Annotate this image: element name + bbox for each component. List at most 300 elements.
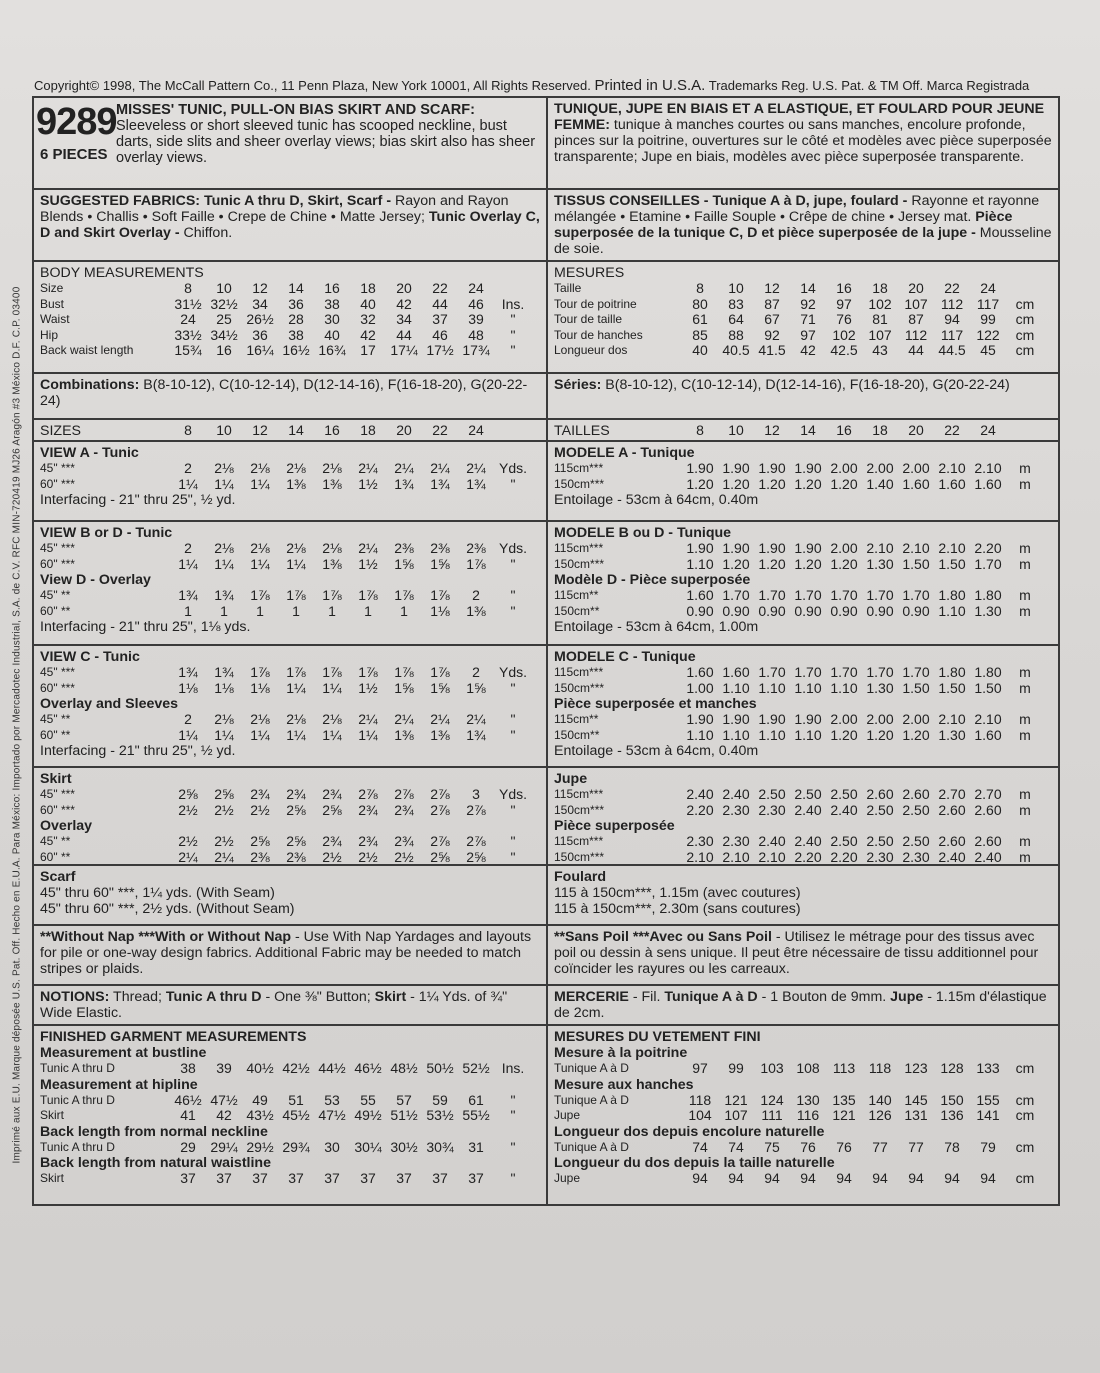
cell-value: 77	[908, 1138, 924, 1155]
size-value: 24	[468, 422, 484, 439]
table-row	[554, 312, 1044, 328]
cell-value: 88	[728, 326, 744, 343]
cell-value: 29¼	[210, 1138, 238, 1155]
cell-value: 1¾	[394, 475, 414, 492]
en-header-section	[34, 98, 546, 190]
cell-value: 126	[868, 1107, 892, 1123]
table-row	[40, 328, 532, 344]
table-row	[554, 787, 1044, 803]
row-label: 115cm***	[554, 787, 604, 801]
cell-value: 1.20	[830, 726, 858, 743]
cell-value: 99	[728, 1060, 744, 1076]
unit-label: cm	[1015, 295, 1035, 312]
cell-value: 2.30	[902, 848, 930, 865]
fr-view-bd-interfacing: Entoilage - 53cm à 64cm, 1.00m	[554, 619, 759, 635]
table-row	[554, 665, 1044, 681]
row-label: Tunique A à D	[554, 1061, 629, 1075]
group-heading: Back length from normal neckline	[40, 1123, 268, 1140]
cell-value: 2.50	[758, 786, 786, 802]
en-view-a-interfacing: Interfacing - 21" thru 25", ½ yd.	[40, 492, 236, 508]
cell-value: 71	[800, 311, 816, 327]
cell-value: 2.50	[830, 833, 858, 849]
cell-value: 1.50	[938, 555, 966, 572]
group-table	[554, 1061, 1044, 1077]
en-skirt-overlay-title: Overlay	[40, 818, 93, 834]
cell-value: 36	[252, 326, 268, 343]
row-label: Tour de poitrine	[554, 296, 637, 311]
cell-value: 1.90	[794, 711, 822, 727]
cell-value: 94	[764, 1170, 780, 1186]
row-label: 115cm***	[554, 834, 604, 848]
unit-label: Ins.	[501, 1060, 525, 1076]
cell-value: 2⅝	[286, 833, 306, 849]
en-notions-skirt: Skirt	[374, 989, 407, 1005]
fr-view-d-overlay-title: Modèle D - Pièce superposée	[554, 572, 751, 588]
cell-value: 2	[184, 540, 192, 556]
cell-value: 1¼	[178, 475, 198, 492]
table-row	[40, 803, 532, 819]
cell-value: 113	[832, 1060, 856, 1076]
en-view-c-interfacing: Interfacing - 21" thru 25", ½ yd.	[40, 743, 236, 759]
size-value: 18	[872, 422, 888, 439]
cell-value: 2.30	[866, 848, 894, 865]
cell-value: 1.70	[902, 664, 930, 680]
cell-value: 2¼	[466, 711, 486, 727]
table-row	[40, 834, 532, 850]
cell-value: 1⅞	[430, 664, 450, 680]
cell-value: 2½	[178, 833, 198, 849]
cell-value: 2⅝	[286, 801, 306, 818]
cell-value: 2.60	[938, 833, 966, 849]
measure-table	[40, 281, 532, 359]
row-label: Longueur dos	[554, 343, 628, 357]
row-label: 115cm**	[554, 588, 599, 602]
unit-label: m	[1019, 848, 1031, 865]
cell-value: 1¾	[214, 664, 234, 680]
table-row	[554, 343, 1044, 359]
en-nap-heading: **Without Nap ***With or Without Nap	[40, 929, 292, 945]
cell-value: 49½	[354, 1107, 382, 1123]
cell-value: 2¼	[358, 460, 378, 476]
en-notions-label: NOTIONS:	[40, 989, 110, 1005]
sizes-table	[554, 423, 1006, 439]
size-value: 10	[216, 422, 232, 439]
cell-value: 1¼	[286, 726, 306, 743]
cell-value: 1⅛	[178, 679, 198, 696]
table-row	[554, 281, 1044, 297]
cell-value: 116	[796, 1107, 820, 1123]
cell-value: 0.90	[794, 602, 822, 619]
cell-value: 36	[288, 295, 304, 312]
cell-value: 2	[184, 460, 192, 476]
cell-value: 2⅞	[430, 801, 450, 818]
unit-label: m	[1019, 555, 1031, 572]
cell-value: 78	[944, 1138, 960, 1155]
cell-value: 1.90	[686, 540, 714, 556]
cell-value: 41	[180, 1107, 196, 1123]
cell-value: 1⅞	[394, 587, 414, 603]
size-value: 18	[360, 422, 376, 439]
cell-value: 2⅞	[394, 786, 414, 802]
cell-value: 2.50	[902, 801, 930, 818]
unit-label: m	[1019, 833, 1031, 849]
table-row	[554, 728, 1044, 744]
cell-value: 40	[692, 342, 708, 358]
cell-value: 1¾	[214, 587, 234, 603]
cell-value: 1.20	[794, 555, 822, 572]
cell-value: 53	[324, 1091, 340, 1108]
cell-value: 1¾	[178, 664, 198, 680]
row-label: 150cm**	[554, 727, 600, 742]
measure-table	[554, 665, 1044, 696]
size-value: 14	[800, 422, 816, 439]
cell-value: 1.80	[974, 587, 1002, 603]
cell-value: 22	[432, 280, 448, 296]
cell-value: 2.50	[902, 833, 930, 849]
table-row	[40, 557, 532, 573]
row-label: Taille	[554, 281, 582, 295]
cell-value: 1.70	[866, 664, 894, 680]
unit-label: "	[510, 475, 516, 492]
measure-table	[40, 712, 532, 743]
row-label: 45" **	[40, 834, 71, 848]
cell-value: 42	[800, 342, 816, 358]
en-view-bd-title: VIEW B or D - Tunic	[40, 525, 173, 541]
unit-label: "	[510, 1107, 516, 1123]
en-scarf-without-seam: 45" thru 60" ***, 2½ yds. (Without Seam)	[40, 901, 295, 917]
fr-view-c-table	[554, 665, 1052, 696]
fr-fabrics-section	[548, 190, 1058, 262]
cell-value: 1¼	[214, 726, 234, 743]
table-row	[40, 541, 532, 557]
cell-value: 112	[940, 295, 964, 312]
fr-scarf	[548, 866, 1058, 926]
cell-value: 52½	[462, 1060, 490, 1076]
cell-value: 1.90	[722, 540, 750, 556]
cell-value: 118	[868, 1060, 892, 1076]
unit-label: m	[1019, 726, 1031, 743]
table-row	[554, 461, 1044, 477]
cell-value: 46	[432, 326, 448, 343]
unit-label: "	[510, 1091, 516, 1108]
fr-nap-note	[548, 926, 1058, 986]
cell-value: 34	[252, 295, 268, 312]
row-label: 45" **	[40, 588, 71, 602]
cell-value: 29½	[246, 1138, 274, 1155]
table-row	[554, 1171, 1044, 1187]
unit-label: Yds.	[498, 786, 527, 802]
cell-value: 76	[836, 311, 852, 327]
unit-label: Yds.	[498, 540, 527, 556]
unit-label: "	[510, 848, 516, 865]
cell-value: 1.60	[974, 475, 1002, 492]
trademarks-text: Trademarks Reg. U.S. Pat. & TM Off. Marca Registrada	[708, 78, 1030, 93]
cell-value: 34½	[210, 326, 238, 343]
measure-table	[40, 461, 532, 492]
cell-value: 140	[868, 1091, 892, 1108]
cell-value: 24	[980, 280, 996, 296]
cell-value: 141	[976, 1107, 1000, 1123]
cell-value: 135	[832, 1091, 856, 1108]
cell-value: 1½	[358, 555, 378, 572]
cell-value: 2¾	[286, 786, 306, 802]
size-value: 20	[908, 422, 924, 439]
unit-label: cm	[1015, 326, 1035, 343]
en-view-bd	[34, 522, 546, 646]
size-value: 22	[944, 422, 960, 439]
cell-value: 2¼	[358, 540, 378, 556]
cell-value: 1¼	[286, 555, 306, 572]
cell-value: 1.10	[794, 679, 822, 696]
fr-skirt-title: Jupe	[554, 771, 588, 787]
cell-value: 2.30	[758, 801, 786, 818]
fr-nap-text: - Utilisez le métrage pour des tissus avec poil ou dessin à sens unique. Il peut être nécessaire de tissu additionnel pour coïncider les rayures ou les carreaux.	[554, 929, 1039, 977]
cell-value: 30¾	[426, 1138, 454, 1155]
cell-value: 61	[692, 311, 708, 327]
cell-value: 1	[400, 602, 408, 619]
table-row	[554, 588, 1044, 604]
cell-value: 2⅝	[430, 848, 450, 865]
fr-body-measurements	[548, 262, 1058, 374]
fr-fabrics-heading: TISSUS CONSEILLES - Tunique A à D, jupe, foulard -	[554, 193, 908, 209]
unit-label: cm	[1015, 1170, 1035, 1186]
fr-fabrics-list: Rayonne et rayonne mélangée • Etamine • Faille Souple • Crêpe de chine • Jersey mat.	[554, 193, 1040, 225]
table-row	[40, 681, 532, 697]
cell-value: 37	[252, 1170, 268, 1186]
unit-label: cm	[1015, 1060, 1035, 1076]
fr-scarf-without-seam: 115 à 150cm***, 2.30m (sans coutures)	[554, 901, 801, 917]
cell-value: 1	[184, 602, 192, 619]
cell-value: 2¾	[358, 833, 378, 849]
cell-value: 1⅞	[286, 664, 306, 680]
group-table	[554, 1140, 1044, 1156]
cell-value: 1.60	[722, 664, 750, 680]
row-label: Jupe	[554, 1171, 581, 1185]
cell-value: 2¼	[430, 460, 450, 476]
cell-value: 1.30	[866, 555, 894, 572]
table-row	[40, 281, 532, 297]
unit-label: "	[510, 1170, 516, 1186]
cell-value: 2.00	[830, 460, 858, 476]
cell-value: 12	[252, 280, 268, 296]
cell-value: 94	[728, 1170, 744, 1186]
cell-value: 44	[396, 326, 412, 343]
cell-value: 2.20	[794, 848, 822, 865]
cell-value: 121	[724, 1091, 748, 1108]
cell-value: 74	[728, 1138, 744, 1155]
cell-value: 2.50	[794, 786, 822, 802]
fr-view-bd-title: MODELE B ou D - Tunique	[554, 525, 732, 541]
cell-value: 1.90	[758, 711, 786, 727]
table-row	[554, 1061, 1044, 1077]
cell-value: 124	[760, 1091, 784, 1108]
cell-value: 1⅞	[430, 587, 450, 603]
cell-value: 97	[800, 326, 816, 343]
cell-value: 2.00	[830, 711, 858, 727]
english-column	[34, 98, 548, 1204]
measure-table	[40, 665, 532, 696]
unit-label: m	[1019, 587, 1031, 603]
cell-value: 46	[468, 295, 484, 312]
cell-value: 16½	[282, 342, 310, 358]
cell-value: 145	[904, 1091, 928, 1108]
cell-value: 1⅝	[394, 679, 414, 696]
en-combinations-text: B(8-10-12), C(10-12-14), D(12-14-16), F(16-18-20), G(20-22-24)	[40, 377, 528, 409]
cell-value: 1.50	[974, 679, 1002, 696]
cell-value: 17½	[426, 342, 454, 358]
cell-value: 37	[180, 1170, 196, 1186]
table-row	[40, 343, 532, 359]
table-row	[554, 712, 1044, 728]
cell-value: 2½	[394, 848, 414, 865]
en-title-block	[116, 102, 542, 166]
cell-value: 2.40	[794, 801, 822, 818]
fr-description: tunique à manches courtes ou sans manches, encolure profonde, pinces sur la poitrine, ouvertures sur le côté et modèles avec pièce superposée transparente; Jupe en biais, modèles avec pièce superposée transparente.	[554, 117, 1052, 165]
fr-sizes-row	[548, 420, 1058, 442]
cell-value: 10	[728, 280, 744, 296]
cell-value: 0.90	[866, 602, 894, 619]
cell-value: 102	[868, 295, 892, 312]
row-label: Bust	[40, 296, 65, 311]
cell-value: 1.60	[686, 664, 714, 680]
cell-value: 37	[360, 1170, 376, 1186]
unit-label: "	[510, 326, 516, 343]
cell-value: 1⅞	[250, 664, 270, 680]
fr-finished-table	[554, 1045, 1052, 1187]
cell-value: 2⅛	[286, 460, 306, 476]
row-label: 45" ***	[40, 541, 75, 555]
cell-value: 1⅜	[394, 726, 414, 743]
cell-value: 1¾	[466, 475, 486, 492]
cell-value: 94	[944, 311, 960, 327]
cell-value: 48½	[390, 1060, 418, 1076]
cell-value: 2⅛	[250, 540, 270, 556]
cell-value: 2.10	[902, 540, 930, 556]
cell-value: 42	[216, 1107, 232, 1123]
unit-label: "	[510, 679, 516, 696]
cell-value: 117	[976, 295, 1000, 312]
cell-value: 2.60	[974, 833, 1002, 849]
cell-value: 2⅝	[178, 786, 198, 802]
en-view-c	[34, 646, 546, 768]
fr-view-c	[548, 646, 1058, 768]
cell-value: 123	[904, 1060, 928, 1076]
sizes-row	[554, 423, 1006, 439]
cell-value: 2¼	[178, 848, 198, 865]
cell-value: 1½	[358, 475, 378, 492]
fr-view-a-table	[554, 461, 1052, 492]
cell-value: 2.00	[866, 460, 894, 476]
cell-value: 17	[360, 342, 376, 358]
en-finished-measurements	[34, 1026, 546, 1204]
table-row	[40, 1061, 532, 1077]
cell-value: 44.5	[938, 342, 966, 358]
cell-value: 1	[256, 602, 264, 619]
cell-value: 1	[364, 602, 372, 619]
table-row	[554, 328, 1044, 344]
row-label: 115cm***	[554, 541, 604, 555]
en-description: Sleeveless or short sleeved tunic has scooped neckline, bust darts, side slits and sheer overlay views; bias skirt also has sheer overlay views.	[116, 118, 536, 166]
cell-value: 97	[836, 295, 852, 312]
row-label: 150cm***	[554, 802, 605, 817]
cell-value: 2¾	[394, 801, 414, 818]
cell-value: 117	[940, 326, 964, 343]
cell-value: 2½	[178, 801, 198, 818]
cell-value: 1.00	[686, 679, 714, 696]
cell-value: 15¾	[174, 342, 202, 358]
size-value: 24	[980, 422, 996, 439]
cell-value: 97	[692, 1060, 708, 1076]
sizes-row	[40, 423, 494, 439]
cell-value: 48	[468, 326, 484, 343]
cell-value: 2.70	[974, 786, 1002, 802]
en-body-table	[40, 281, 540, 359]
en-notions-thread: Thread;	[113, 989, 162, 1005]
cell-value: 2¼	[214, 848, 234, 865]
cell-value: 1⅛	[214, 679, 234, 696]
cell-value: 1⅞	[250, 587, 270, 603]
pieces-count: 6 PIECES	[40, 146, 108, 163]
table-row	[40, 312, 532, 328]
cell-value: 2½	[250, 801, 270, 818]
cell-value: 136	[940, 1107, 964, 1123]
cell-value: 76	[836, 1138, 852, 1155]
cell-value: 1.10	[686, 726, 714, 743]
table-row	[554, 803, 1044, 819]
en-fabrics-heading: SUGGESTED FABRICS: Tunic A thru D, Skirt, Scarf -	[40, 193, 392, 209]
fr-series-label: Séries:	[554, 377, 602, 393]
cell-value: 1⅝	[394, 555, 414, 572]
table-row	[554, 850, 1044, 866]
cell-value: 2.60	[938, 801, 966, 818]
cell-value: 1⅝	[430, 555, 450, 572]
cell-value: 28	[288, 311, 304, 327]
cell-value: 2.30	[686, 833, 714, 849]
fr-view-c-overlay-table	[554, 712, 1052, 743]
unit-label: cm	[1015, 1107, 1035, 1123]
vertical-text: Imprimé aux E.U. Marque déposée U.S. Pat. Off. Hecho en E.U.A. Para México: Importado por Mercadotec Industrial, S.A. de C.V. RFC MIN-720419 MJ26 Aragón #3 México D.F. C.P. 03400	[11, 286, 23, 1164]
en-skirt-title: Skirt	[40, 771, 72, 787]
cell-value: 76	[800, 1138, 816, 1155]
row-label: 115cm***	[554, 461, 604, 475]
cell-value: 2½	[358, 848, 378, 865]
cell-value: 29¾	[282, 1138, 310, 1155]
en-title: MISSES' TUNIC, PULL-ON BIAS SKIRT AND SCARF:	[116, 102, 475, 118]
cell-value: 1¼	[286, 679, 306, 696]
cell-value: 1.50	[938, 679, 966, 696]
size-value: 14	[288, 422, 304, 439]
cell-value: 44	[432, 295, 448, 312]
en-scarf-title: Scarf	[40, 869, 76, 885]
cell-value: 108	[796, 1060, 820, 1076]
cell-value: 2⅝	[322, 801, 342, 818]
cell-value: 1¼	[322, 726, 342, 743]
row-label: Size	[40, 281, 64, 295]
cell-value: 1½	[358, 679, 378, 696]
cell-value: 32	[360, 311, 376, 327]
unit-label: m	[1019, 801, 1031, 818]
fr-notions-thread: - Fil.	[632, 989, 661, 1005]
cell-value: 1¼	[250, 726, 270, 743]
cell-value: 77	[872, 1138, 888, 1155]
cell-value: 46½	[174, 1091, 202, 1108]
row-label: Tunic A thru D	[40, 1139, 115, 1154]
unit-label: m	[1019, 679, 1031, 696]
cell-value: 2.10	[974, 711, 1002, 727]
cell-value: 1.10	[686, 555, 714, 572]
cell-value: 85	[692, 326, 708, 343]
cell-value: 64	[728, 311, 744, 327]
